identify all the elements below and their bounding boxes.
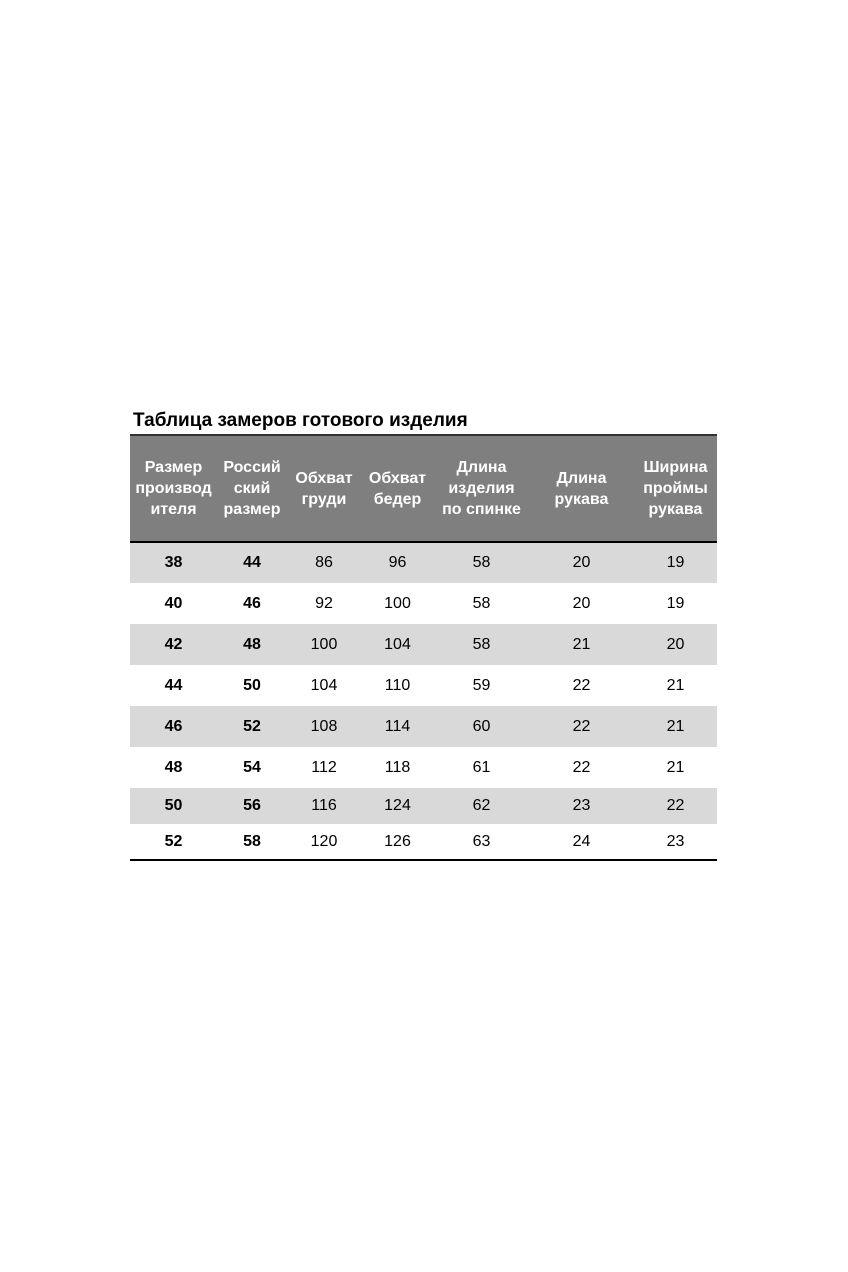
cell-chest-girth: 116 [311,797,337,814]
cell-chest-girth: 92 [315,594,333,612]
cell-armhole-width: 21 [666,758,685,776]
header-back-length: Длина изделия по спинке [442,459,521,518]
cell-sleeve-length: 20 [572,554,591,571]
table-row [130,665,717,706]
cell-manufacturer-size: 38 [164,554,183,571]
measurements-table [130,434,717,861]
header-armhole-width: Ширина проймы рукава [643,459,708,518]
table-row [130,542,717,583]
cell-russian-size: 46 [243,594,261,612]
cell-chest-girth: 100 [310,635,338,653]
cell-armhole-width: 19 [666,554,685,571]
cell-back-length: 58 [472,594,491,612]
cell-sleeve-length: 23 [572,797,591,814]
cell-chest-girth: 120 [310,832,338,850]
cell-chest-girth: 108 [310,717,338,735]
table-row [130,824,717,860]
header-manufacturer-size: Размер производ ителя [135,459,212,518]
cell-sleeve-length: 21 [572,635,591,653]
cell-sleeve-length: 24 [572,832,591,850]
cell-hip-girth: 124 [384,797,411,814]
cell-hip-girth: 96 [388,554,407,571]
cell-chest-girth: 112 [311,758,337,776]
cell-back-length: 61 [472,758,491,776]
cell-russian-size: 50 [243,676,261,694]
cell-hip-girth: 126 [384,832,411,850]
header-russian-size: Россий ский размер [223,459,281,518]
cell-russian-size: 52 [243,717,261,735]
cell-manufacturer-size: 42 [164,635,183,653]
header-chest-girth: Обхват груди [295,469,353,508]
cell-manufacturer-size: 46 [164,717,183,735]
cell-hip-girth: 104 [384,635,411,653]
cell-back-length: 59 [472,676,491,694]
cell-manufacturer-size: 52 [164,832,183,850]
cell-russian-size: 56 [243,797,261,814]
cell-manufacturer-size: 44 [164,676,183,694]
cell-hip-girth: 118 [384,758,411,776]
table-row [130,583,717,624]
cell-russian-size: 44 [243,554,261,571]
cell-armhole-width: 20 [666,635,685,653]
table-title: Таблица замеров готового изделия [133,410,468,431]
table-header-row [130,435,717,542]
cell-sleeve-length: 22 [572,758,591,776]
cell-back-length: 58 [472,554,491,571]
cell-armhole-width: 23 [666,832,685,850]
cell-armhole-width: 21 [666,676,685,694]
cell-sleeve-length: 22 [572,676,591,694]
cell-back-length: 62 [472,797,491,814]
cell-chest-girth: 104 [310,676,338,694]
cell-back-length: 58 [472,635,491,653]
table-row [130,788,717,824]
cell-sleeve-length: 20 [572,594,591,612]
cell-manufacturer-size: 50 [164,797,183,814]
cell-back-length: 63 [472,832,491,850]
cell-sleeve-length: 22 [572,717,591,735]
cell-hip-girth: 110 [384,676,411,694]
cell-armhole-width: 21 [666,717,685,735]
size-chart-document [130,408,717,861]
cell-chest-girth: 86 [315,554,333,571]
table-row [130,624,717,665]
cell-manufacturer-size: 48 [164,758,183,776]
cell-hip-girth: 114 [384,717,411,735]
cell-back-length: 60 [472,717,491,735]
cell-russian-size: 54 [243,758,261,776]
cell-manufacturer-size: 40 [164,594,183,612]
cell-armhole-width: 19 [666,594,685,612]
cell-russian-size: 58 [243,832,261,850]
cell-russian-size: 48 [243,635,261,653]
cell-hip-girth: 100 [384,594,411,612]
table-row [130,706,717,747]
table-row [130,747,717,788]
header-hip-girth: Обхват бедер [368,469,427,508]
cell-armhole-width: 22 [666,797,685,814]
header-sleeve-length: Длина рукава [554,469,609,508]
